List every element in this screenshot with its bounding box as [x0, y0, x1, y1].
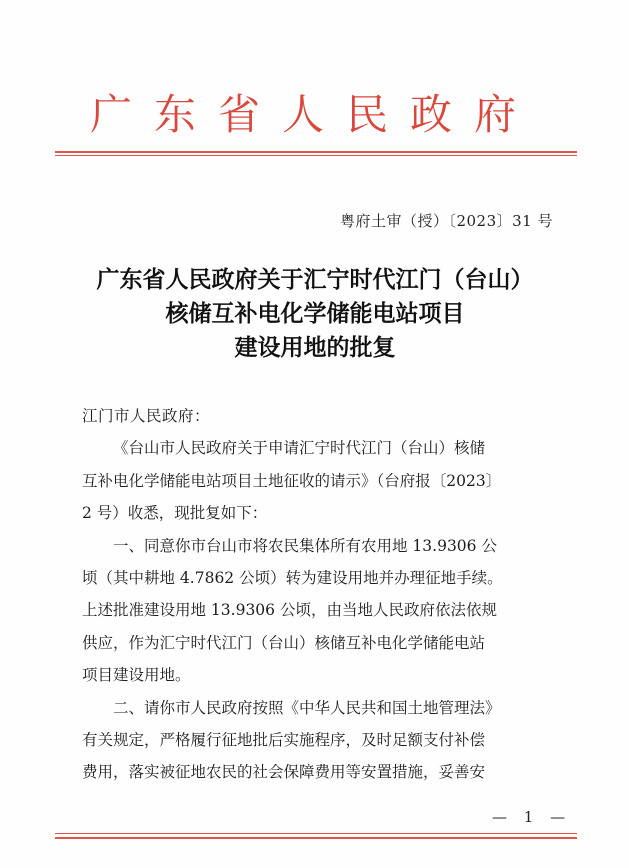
masthead-rule-thin: [55, 155, 577, 156]
paragraph-approval-1: [82, 530, 560, 692]
document-body: [82, 400, 560, 789]
masthead-rule-thick: [55, 151, 577, 153]
body-line: 互补电化学储能电站项目土地征收的请示》（台府报〔2023〕: [82, 471, 502, 490]
title-line-2: 核储互补电化学储能电站项目: [165, 300, 465, 327]
document-number: 粤府土审（授）〔2023〕31 号: [339, 212, 553, 230]
footer-rule-thick: [55, 837, 577, 839]
masthead-title: 广东省人民政府: [89, 90, 538, 139]
paragraph-request: [82, 432, 560, 529]
body-line: 一、同意你市台山市将农民集体所有农用地 13.9306 公: [113, 536, 497, 555]
body-line: 《台山市人民政府关于申请汇宁时代江门（台山）核储: [113, 439, 486, 458]
salutation: 江门市人民政府：: [82, 407, 211, 425]
body-line: 有关规定，严格履行征地批后实施程序，及时足额支付补偿: [82, 731, 486, 750]
body-line: 项目建设用地。: [82, 666, 191, 685]
footer-rule-thin: [55, 833, 577, 834]
document-title: [40, 263, 590, 365]
body-line: 供应，作为汇宁时代江门（台山）核储互补电化学储能电站: [82, 633, 486, 652]
title-line-1: 广东省人民政府关于汇宁时代江门（台山）: [96, 266, 534, 293]
body-line: 费用，落实被征地农民的社会保障费用等安置措施，妥善安: [82, 763, 486, 782]
page-number: — 1 —: [492, 808, 572, 826]
body-line: 顷（其中耕地 4.7862 公顷）转为建设用地并办理征地手续。: [82, 569, 503, 588]
body-line: 上述批准建设用地 13.9306 公顷，由当地人民政府依法依规: [82, 601, 497, 620]
body-line: 2 号）收悉，现批复如下：: [82, 504, 268, 523]
title-line-3: 建设用地的批复: [234, 334, 396, 361]
paragraph-approval-2: [82, 692, 560, 789]
body-line: 二、请你市人民政府按照《中华人民共和国土地管理法》: [113, 698, 501, 717]
